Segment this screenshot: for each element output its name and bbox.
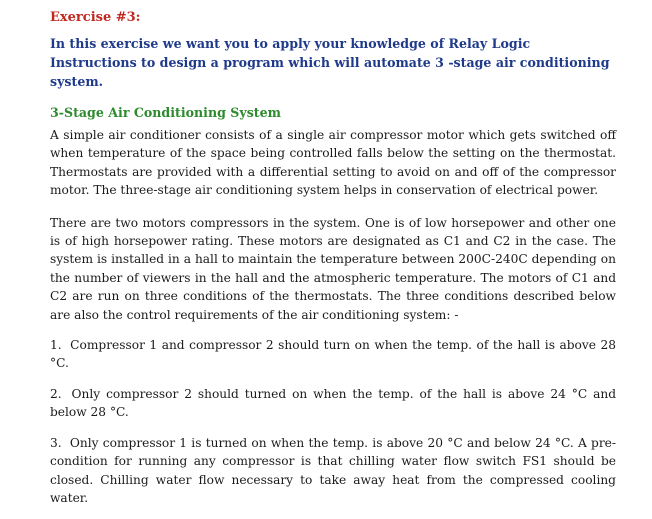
requirement-number: 2. — [50, 386, 62, 401]
requirement-text: Only compressor 2 should turned on when the temp. of the hall is above 24 °C and below 28 °C. — [50, 386, 617, 420]
requirement-number: 3. — [50, 435, 62, 450]
requirement-item — [50, 336, 616, 373]
requirement-item — [50, 434, 616, 508]
requirement-text: Compressor 1 and compressor 2 should turn on when the temp. of the hall is above 28 °C. — [50, 338, 616, 371]
paragraph-two-motors: There are two motors compressors in the system. One is of low horsepower and other one is of high horsepower rating. These motors are designated as C1 and C2 in the case. The system is installed in a hall to maintain the temperature between 200C-240C depending on the number of viewers in the hall and the atmospheric temperature. The motors of C1 and C2 are run on three conditions of the thermostats. The three conditions described below are also the control requirements of the air conditioning system: - — [50, 215, 616, 322]
exercise-intro: In this exercise we want you to apply your knowledge of Relay Logic Instructions to design a program which will automate 3 -stage air conditioning system. — [50, 36, 610, 89]
requirement-item — [50, 385, 616, 422]
paragraph-simple-air-conditioner: A simple air conditioner consists of a single air compressor motor which gets switched off when temperature of the space being controlled falls below the setting on the thermostat. Thermostats are provided with a differential setting to avoid on and off of the compressor motor. The three-stage air conditioning system helps in conservation of electrical power. — [50, 128, 616, 198]
document-page — [50, 9, 616, 519]
section-heading: 3-Stage Air Conditioning System — [50, 105, 281, 120]
requirement-text: Only compressor 1 is turned on when the temp. is above 20 °C and below 24 °C. A pre- condition for running any compressor is that chilling water flow switch FS1 should be closed. Chilling water flow necessary to take away heat from the compressed cooling water. — [50, 435, 616, 505]
exercise-title: Exercise #3: — [50, 10, 141, 25]
requirement-number: 1. — [50, 338, 62, 353]
